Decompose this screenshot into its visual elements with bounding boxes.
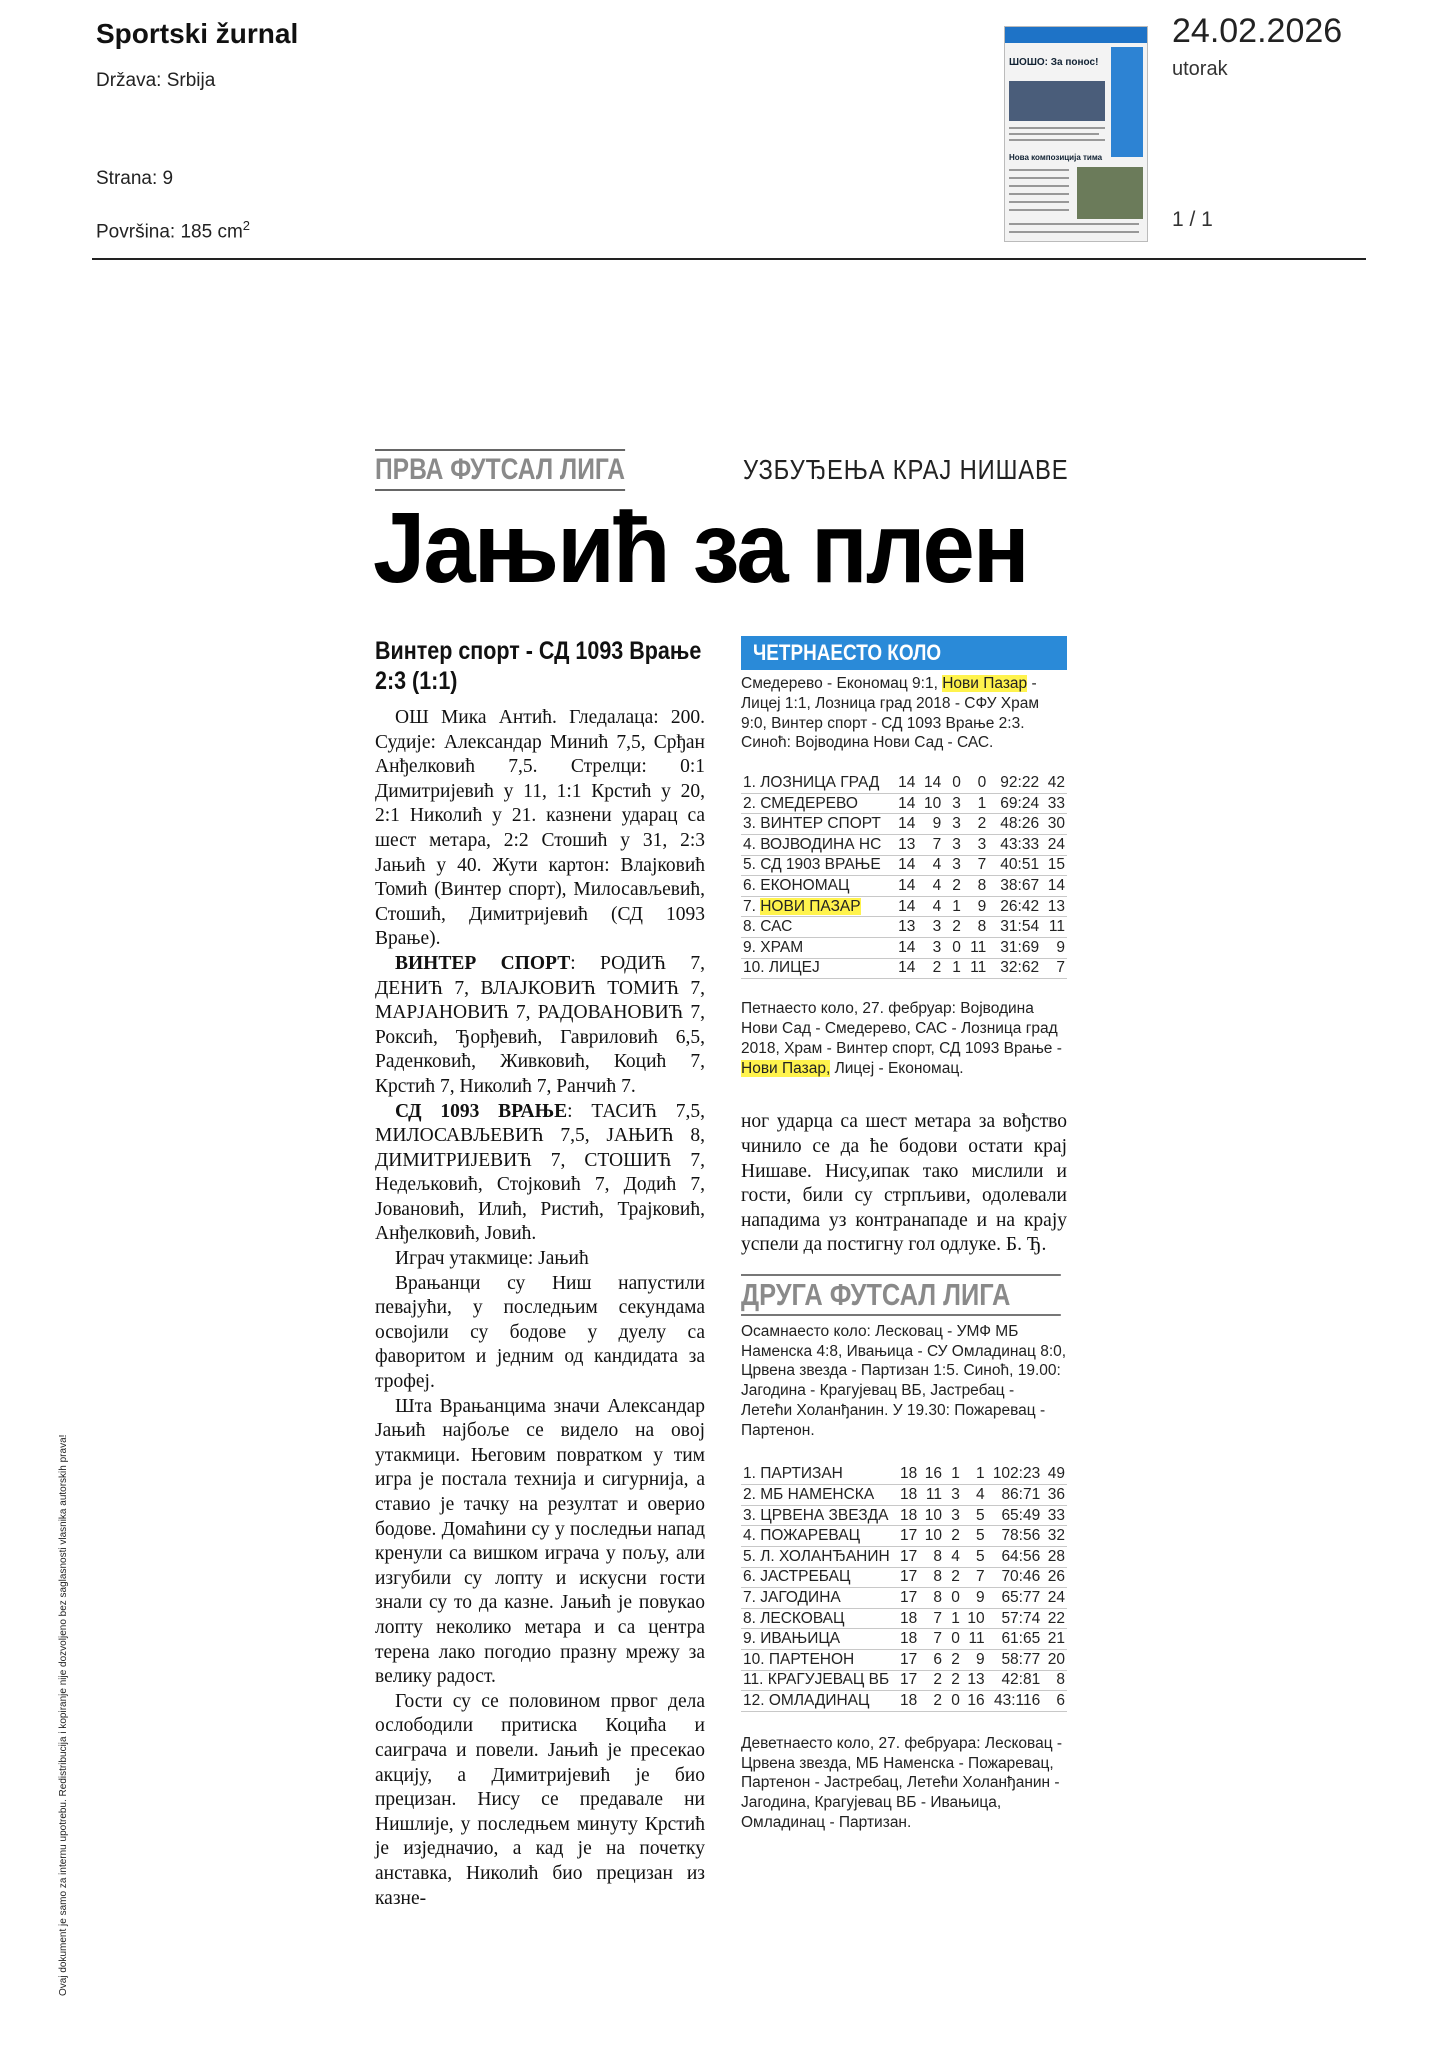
area-unit-superscript: 2 — [242, 218, 251, 233]
standings-cell-l: 11 — [962, 1629, 987, 1650]
standings-cell-l: 7 — [963, 855, 988, 876]
standings-cell-p: 17 — [896, 1567, 919, 1588]
standings-row — [741, 958, 1067, 979]
standings-cell-team: 2. МБ НАМЕНСКА — [741, 1485, 896, 1506]
standings-cell-w: 2 — [917, 958, 943, 979]
standings-row — [741, 1465, 1067, 1485]
standings-cell-g: 48:26 — [988, 814, 1041, 835]
standings-cell-l: 9 — [963, 896, 988, 917]
standings-cell-team: 5. СД 1903 ВРАЊЕ — [741, 855, 894, 876]
standings-cell-p: 17 — [896, 1650, 919, 1671]
standings-cell-d: 3 — [943, 855, 963, 876]
standings-cell-l: 5 — [962, 1547, 987, 1568]
standings-cell-team: 6. ЕКОНОМАЦ — [741, 876, 894, 897]
standings-row — [741, 834, 1067, 855]
standings-cell-team: 7. ЈАГОДИНА — [741, 1588, 896, 1609]
standings-row — [741, 1629, 1067, 1650]
standings-cell-g: 42:81 — [987, 1670, 1043, 1691]
standings-cell-l: 5 — [962, 1505, 987, 1526]
standings-cell-p: 14 — [894, 793, 918, 814]
standings-cell-w: 9 — [917, 814, 943, 835]
standings-cell-g: 61:65 — [987, 1629, 1043, 1650]
standings-row — [741, 814, 1067, 835]
standings-cell-team: 3. ВИНТЕР СПОРТ — [741, 814, 894, 835]
standings-cell-w: 7 — [919, 1629, 944, 1650]
standings-cell-d: 2 — [944, 1670, 962, 1691]
match-title: Винтер спорт - СД 1093 Врање 2:3 (1:1) — [375, 637, 702, 695]
standings-cell-g: 57:74 — [987, 1608, 1043, 1629]
article-body-2 — [741, 1110, 1067, 1258]
standings-cell-p: 18 — [896, 1485, 919, 1506]
standings-cell-pts: 26 — [1042, 1567, 1067, 1588]
standings-row — [741, 793, 1067, 814]
standings-cell-g: 92:22 — [988, 773, 1041, 793]
standings-cell-team: 10. ЛИЦЕЈ — [741, 958, 894, 979]
standings-cell-g: 102:23 — [987, 1465, 1043, 1485]
standings-cell-p: 18 — [896, 1629, 919, 1650]
page-label: Strana: 9 — [96, 168, 174, 189]
standings-cell-l: 9 — [962, 1588, 987, 1609]
standings-row — [741, 1691, 1067, 1712]
standings-cell-w: 10 — [917, 793, 943, 814]
standings-cell-pts: 33 — [1041, 793, 1067, 814]
standings-cell-d: 1 — [944, 1465, 962, 1485]
standings-cell-d: 2 — [943, 917, 963, 938]
standings-cell-l: 2 — [963, 814, 988, 835]
standings-cell-d: 4 — [944, 1547, 962, 1568]
standings-cell-p: 17 — [896, 1670, 919, 1691]
standings-cell-p: 17 — [896, 1526, 919, 1547]
standings-cell-team: 8. САС — [741, 917, 894, 938]
standings-cell-g: 43:33 — [988, 834, 1041, 855]
article-overline: УЗБУЂЕЊА КРАЈ НИШАВЕ — [743, 454, 1069, 485]
standings-cell-w: 7 — [919, 1608, 944, 1629]
league2-results: Осамнаесто коло: Лесковац - УМФ МБ Наменска 4:8, Ивањица - СУ Омладинац 8:0, Црвена звезда - Партизан 1:5. Синоћ, 19.00: Јагодина - Крагујевац ВБ, Јастребац - Летећи Холанђанин. У 19.30: Пожаревац - Партенон. — [741, 1322, 1067, 1439]
standings-cell-pts: 42 — [1041, 773, 1067, 793]
article-body-1 — [375, 706, 705, 1911]
standings-cell-g: 38:67 — [988, 876, 1041, 897]
standings-cell-w: 4 — [917, 876, 943, 897]
issue-weekday: utorak — [1172, 58, 1228, 80]
article-column-2 — [741, 636, 1067, 1833]
standings-cell-d: 3 — [943, 834, 963, 855]
standings-cell-p: 18 — [896, 1465, 919, 1485]
round-bar: ЧЕТРНАЕСТО КОЛО — [741, 636, 1067, 670]
standings-cell-d: 1 — [943, 896, 963, 917]
standings-cell-d: 3 — [944, 1505, 962, 1526]
standings-cell-w: 11 — [919, 1485, 944, 1506]
standings-cell-pts: 11 — [1041, 917, 1067, 938]
standings-row — [741, 896, 1067, 917]
standings-cell-pts: 15 — [1041, 855, 1067, 876]
paragraph: Гости су се половином првог дела ослободили притиска Коцића и саиграча и повели. Јањић је пресекао акцију, а Димитријевић је био прецизан. Нису се предавале ни Нишлије, у последњем минуту Крстић је изједначио, а кад је на почетку анставка, Николић био прецизан из казне- — [375, 1690, 705, 1909]
standings-cell-d: 0 — [943, 773, 963, 793]
standings-cell-g: 69:24 — [988, 793, 1041, 814]
standings-cell-team: 1. ПАРТИЗАН — [741, 1465, 896, 1485]
standings-cell-p: 14 — [894, 896, 918, 917]
standings-cell-w: 2 — [919, 1691, 944, 1712]
country-label: Država: Srbija — [96, 70, 216, 91]
standings-cell-g: 26:42 — [988, 896, 1041, 917]
standings-row — [741, 1526, 1067, 1547]
standings-row — [741, 876, 1067, 897]
standings-cell-p: 14 — [894, 876, 918, 897]
standings-cell-team: 12. ОМЛАДИНАЦ — [741, 1691, 896, 1712]
standings-cell-p: 14 — [894, 773, 918, 793]
article-headline: Јањић за плен — [373, 492, 1028, 604]
standings-cell-l: 16 — [962, 1691, 987, 1712]
standings-cell-g: 31:69 — [988, 937, 1041, 958]
standings-row — [741, 1588, 1067, 1609]
standings-cell-g: 43:116 — [987, 1691, 1043, 1712]
standings-cell-g: 65:77 — [987, 1588, 1043, 1609]
standings-cell-team: 5. Л. ХОЛАНЂАНИН — [741, 1547, 896, 1568]
standings-row — [741, 1650, 1067, 1671]
standings-cell-w: 4 — [917, 896, 943, 917]
area-label: Površina: 185 $cm^2$ — [96, 218, 251, 243]
standings-cell-pts: 22 — [1042, 1608, 1067, 1629]
standings-cell-p: 17 — [896, 1547, 919, 1568]
standings-row — [741, 855, 1067, 876]
standings-cell-g: 70:46 — [987, 1567, 1043, 1588]
section-kicker: ПРВА ФУТСАЛ ЛИГА — [375, 449, 625, 491]
player-of-match: Играч утакмице: Јањић — [395, 1248, 589, 1270]
standings-row — [741, 1485, 1067, 1506]
standings-cell-l: 9 — [962, 1650, 987, 1671]
standings-row — [741, 1547, 1067, 1568]
standings-cell-w: 7 — [917, 834, 943, 855]
standings-cell-team: 7. НОВИ ПАЗАР — [741, 896, 894, 917]
standings-cell-d: 2 — [944, 1567, 962, 1588]
standings-cell-d: 3 — [943, 793, 963, 814]
standings-cell-w: 8 — [919, 1588, 944, 1609]
standings-cell-team: 6. ЈАСТРЕБАЦ — [741, 1567, 896, 1588]
copyright-side-note: Ovaj dokument je samo za internu upotrebu. Redistribucija i kopiranje nije dozvoljeno bez saglasnosti vlasnika autorskih prava! — [58, 1434, 69, 1996]
round-results: Смедерево - Економац 9:1, Нови Пазар - Лицеј 1:1, Лозница град 2018 - СФУ Храм 9:0, Винтер спорт - СД 1093 Врање 2:3. Синоћ: Војводина Нови Сад - САС. — [741, 675, 1039, 752]
standings-cell-w: 4 — [917, 855, 943, 876]
standings-cell-g: 65:49 — [987, 1505, 1043, 1526]
standings-cell-pts: 24 — [1041, 834, 1067, 855]
standings-cell-pts: 32 — [1042, 1526, 1067, 1547]
standings-cell-team: 3. ЦРВЕНА ЗВЕЗДА — [741, 1505, 896, 1526]
standings-cell-w: 3 — [917, 917, 943, 938]
standings-cell-pts: 33 — [1042, 1505, 1067, 1526]
team1-lineup: ВИНТЕР СПОРТ: РОДИЋ 7, ДЕНИЋ 7, ВЛАЈКОВИЋ ТОМИЋ 7, МАРЈАНОВИЋ 7, РАДОВАНОВИЋ 7, Роксић, Ђорђевић, Гавриловић 6,5, Раденковић, Живковић, Коцић 7, Крстић 7, Николић 7, Ранчић 7. — [375, 952, 705, 1097]
standings-cell-team: 4. ПОЖАРЕВАЦ — [741, 1526, 896, 1547]
standings-cell-l: 3 — [963, 834, 988, 855]
standings-cell-p: 18 — [896, 1505, 919, 1526]
standings-cell-w: 2 — [919, 1670, 944, 1691]
paragraph: Шта Врањанцима значи Александар Јањић најбоље се видело на овој утакмици. Његовим повратком у тим игра је постала технија и сигурнија, а ставио је тачку на резултат и оверио бодове. Домаћини су у последњи напад кренули са вишком играча у пољу, али изгубили су лопту и искусни гости знали су то да казне. Јањић је повукао лопту неколико метара и са центра терена лако погодио празну мрежу за велику радост. — [375, 1395, 705, 1688]
standings-cell-p: 18 — [896, 1691, 919, 1712]
standings-cell-w: 10 — [919, 1526, 944, 1547]
standings-row — [741, 1608, 1067, 1629]
standings-cell-l: 7 — [962, 1567, 987, 1588]
standings-cell-g: 86:71 — [987, 1485, 1043, 1506]
standings-cell-pts: 24 — [1042, 1588, 1067, 1609]
standings-cell-team: 9. ИВАЊИЦА — [741, 1629, 896, 1650]
standings-cell-pts: 6 — [1042, 1691, 1067, 1712]
standings-cell-g: 58:77 — [987, 1650, 1043, 1671]
standings-cell-p: 18 — [896, 1608, 919, 1629]
page-thumbnail[interactable] — [1004, 26, 1148, 242]
issue-date: 24.02.2026 — [1172, 12, 1343, 50]
standings-cell-w: 10 — [919, 1505, 944, 1526]
standings-cell-w: 14 — [917, 773, 943, 793]
standings-cell-d: 0 — [943, 937, 963, 958]
standings-cell-l: 8 — [963, 917, 988, 938]
standings-cell-g: 31:54 — [988, 917, 1041, 938]
league2-standings — [741, 1465, 1067, 1712]
standings-cell-team: 10. ПАРТЕНОН — [741, 1650, 896, 1671]
standings-cell-l: 1 — [963, 793, 988, 814]
publication-name: Sportski žurnal — [96, 18, 299, 49]
standings-cell-pts: 9 — [1041, 937, 1067, 958]
standings-row — [741, 1505, 1067, 1526]
standings-row — [741, 1670, 1067, 1691]
standings-cell-l: 11 — [963, 958, 988, 979]
article-column-1 — [375, 636, 705, 1911]
standings-cell-pts: 36 — [1042, 1485, 1067, 1506]
standings-cell-pts: 14 — [1041, 876, 1067, 897]
standings-cell-pts: 20 — [1042, 1650, 1067, 1671]
team2-lineup: СД 1093 ВРАЊЕ: ТАСИЋ 7,5, МИЛОСАВЉЕВИЋ 7,5, ЈАЊИЋ 8, ДИМИТРИЈЕВИЋ 7, СТОШИЋ 7, Недељковић, Стојковић 7, Додић 7, Јовановић, Илић, Ристић, Трајковић, Анђелковић, Јовић. — [375, 1100, 705, 1245]
paragraph: Врањанци су Ниш напустили певајући, у последњим секундама освојили су бодове у дуелу са фаворитом и једним од кандидата за трофеј. — [375, 1272, 705, 1393]
standings-cell-l: 4 — [962, 1485, 987, 1506]
standings-cell-w: 3 — [917, 937, 943, 958]
page-counter: 1 / 1 — [1172, 208, 1213, 231]
standings-cell-pts: 8 — [1042, 1670, 1067, 1691]
standings-cell-w: 6 — [919, 1650, 944, 1671]
standings-cell-pts: 21 — [1042, 1629, 1067, 1650]
standings-cell-pts: 7 — [1041, 958, 1067, 979]
standings-row — [741, 937, 1067, 958]
standings-cell-l: 10 — [962, 1608, 987, 1629]
standings-cell-team: 9. ХРАМ — [741, 937, 894, 958]
standings-cell-w: 8 — [919, 1567, 944, 1588]
header-divider — [92, 258, 1366, 260]
league2-kicker: ДРУГА ФУТСАЛ ЛИГА — [741, 1274, 1061, 1316]
standings-cell-d: 0 — [944, 1691, 962, 1712]
standings-cell-d: 0 — [944, 1629, 962, 1650]
standings-cell-team: 11. КРАГУЈЕВАЦ ВБ — [741, 1670, 896, 1691]
standings-cell-pts: 49 — [1042, 1465, 1067, 1485]
standings-cell-p: 13 — [894, 834, 918, 855]
standings-cell-d: 1 — [944, 1608, 962, 1629]
standings-cell-l: 1 — [962, 1465, 987, 1485]
standings-cell-d: 1 — [943, 958, 963, 979]
standings-cell-g: 40:51 — [988, 855, 1041, 876]
standings-cell-p: 13 — [894, 917, 918, 938]
standings-row — [741, 1567, 1067, 1588]
standings-cell-g: 32:62 — [988, 958, 1041, 979]
standings-cell-d: 2 — [944, 1526, 962, 1547]
standings-cell-team: 2. СМЕДЕРЕВО — [741, 793, 894, 814]
standings-cell-g: 64:56 — [987, 1547, 1043, 1568]
standings-cell-l: 0 — [963, 773, 988, 793]
standings-cell-d: 3 — [944, 1485, 962, 1506]
standings-cell-l: 11 — [963, 937, 988, 958]
standings-cell-d: 0 — [944, 1588, 962, 1609]
standings-cell-w: 8 — [919, 1547, 944, 1568]
standings-cell-pts: 28 — [1042, 1547, 1067, 1568]
next-round: Петнаесто коло, 27. фебруар: Војводина Нови Сад - Смедерево, САС - Лозница град 2018, Храм - Винтер спорт, СД 1093 Врање - Нови Пазар, Лицеј - Економац. — [741, 1000, 1062, 1077]
standings-cell-pts: 13 — [1041, 896, 1067, 917]
standings-cell-l: 8 — [963, 876, 988, 897]
standings-cell-p: 14 — [894, 958, 918, 979]
league2-next-round: Деветнаесто коло, 27. фебруара: Лесковац - Црвена звезда, МБ Наменска - Пожаревац, Партенон - Јастребац, Летећи Холанђанин - Јагодина, Крагујевац ВБ - Ивањица, Омладинац - Партизан. — [741, 1734, 1063, 1831]
standings-cell-p: 14 — [894, 814, 918, 835]
standings-cell-g: 78:56 — [987, 1526, 1043, 1547]
standings-cell-p: 14 — [894, 937, 918, 958]
standings-cell-p: 17 — [896, 1588, 919, 1609]
standings-cell-d: 3 — [943, 814, 963, 835]
standings-cell-team: 8. ЛЕСКОВАЦ — [741, 1608, 896, 1629]
standings-row — [741, 773, 1067, 793]
standings-cell-p: 14 — [894, 855, 918, 876]
standings-cell-team: 1. ЛОЗНИЦА ГРАД — [741, 773, 894, 793]
standings-cell-l: 5 — [962, 1526, 987, 1547]
standings-row — [741, 917, 1067, 938]
standings-cell-team: 4. ВОЈВОДИНА НС — [741, 834, 894, 855]
document-header — [0, 0, 1447, 262]
standings-cell-w: 16 — [919, 1465, 944, 1485]
standings-cell-d: 2 — [944, 1650, 962, 1671]
standings-cell-d: 2 — [943, 876, 963, 897]
paragraph: ног ударца са шест метара за вођство чинило се да ће бодови остати крај Нишаве. Нису,ипак тако мислили и гости, били су стрпљиви, одолевали нападима уз контранападе и на крају успели да постигну гол одлуке. Б. Ђ. — [741, 1111, 1067, 1256]
standings-cell-pts: 30 — [1041, 814, 1067, 835]
standings-cell-l: 13 — [962, 1670, 987, 1691]
league1-standings — [741, 773, 1067, 979]
match-info: ОШ Мика Антић. Гледалаца: 200. Судије: Александар Минић 7,5, Срђан Анђелковић 7,5. Стрелци: 0:1 Димитријевић у 11, 1:1 Крстић у 20, 2:1 Николић у 21. казнени ударац са шест метара, 2:2 Стошић у 31, 2:3 Јањић у 40. Жути картон: Влајковић Томић (Винтер спорт), Милосављевић, Стошић, Димитријевић (СД 1093 Врање). — [375, 707, 705, 950]
thumbnail-headline: ШОШО: За понос! — [1009, 57, 1099, 68]
thumbnail-subheadline: Нова композиција тима — [1009, 153, 1103, 162]
